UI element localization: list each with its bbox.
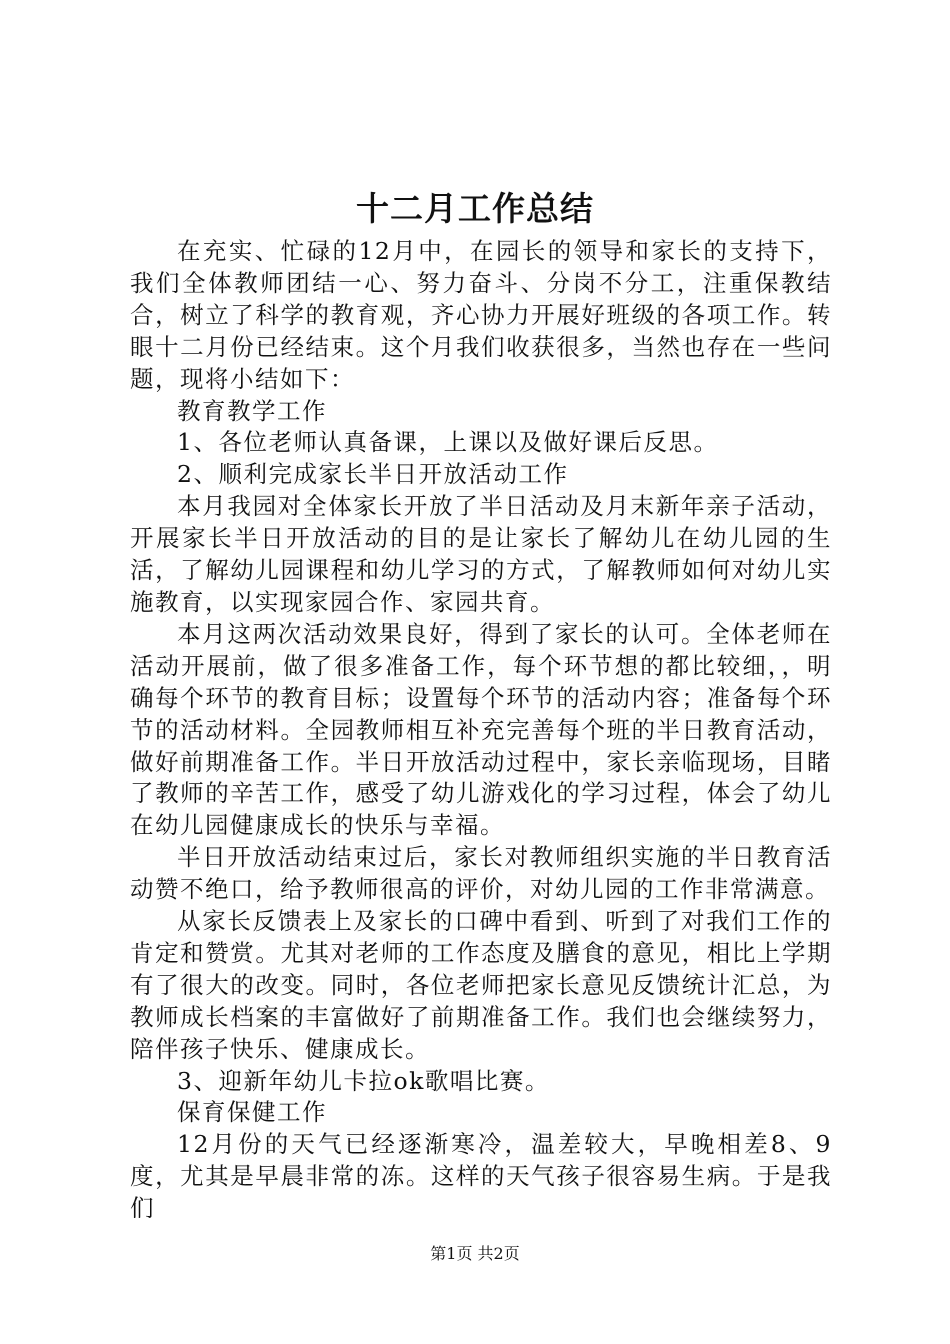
paragraph-activity-effect: 本月这两次活动效果良好，得到了家长的认可。全体老师在活动开展前，做了很多准备工作，每个环节想的都比较细，，明确每个环节的教育目标；设置每个环节的活动内容；准备每个环节的活动材料。全园教师相互补充完善每个班的半日教育活动，做好前期准备工作。半日开放活动过程中，家长亲临现场，目睹了教师的辛苦工作，感受了幼儿游戏化的学习过程，体会了幼儿在幼儿园健康成长的快乐与幸福。: [130, 619, 832, 840]
paragraph-intro: 在充实、忙碌的12月中，在园长的领导和家长的支持下，我们全体教师团结一心、努力奋斗、分岗不分工，注重保教结合，树立了科学的教育观，齐心协力开展好班级的各项工作。转眼十二月份已经结束。这个月我们收获很多，当然也存在一些问题，现将小结如下：: [130, 237, 832, 393]
page-footer: 第1页 共2页: [430, 1244, 520, 1263]
document-body: [130, 236, 832, 1225]
section-heading-education: 教育教学工作: [177, 396, 327, 425]
list-item-1: 1、各位老师认真备课，上课以及做好课后反思。: [177, 428, 719, 457]
paragraph-open-day: 本月我园对全体家长开放了半日活动及月末新年亲子活动，开展家长半日开放活动的目的是让家长了解幼儿在幼儿园的生活，了解幼儿园课程和幼儿学习的方式，了解教师如何对幼儿实施教育，以实现家园合作、家园共育。: [130, 492, 832, 616]
section-heading-health: 保育保健工作: [177, 1098, 327, 1127]
paragraph-parent-praise: 半日开放活动结束过后，家长对教师组织实施的半日教育活动赞不绝口，给予教师很高的评价，对幼儿园的工作非常满意。: [130, 843, 832, 904]
paragraph-weather: 12月份的天气已经逐渐寒冷，温差较大，早晚相差8、9度，尤其是早晨非常的冻。这样的天气孩子很容易生病。于是我们: [130, 1130, 832, 1223]
paragraph-feedback: 从家长反馈表上及家长的口碑中看到、听到了对我们工作的肯定和赞赏。尤其对老师的工作态度及膳食的意见，相比上学期有了很大的改变。同时，各位老师把家长意见反馈统计汇总，为教师成长档案的丰富做好了前期准备工作。我们也会继续努力，陪伴孩子快乐、健康成长。: [130, 907, 832, 1063]
document-title: 十二月工作总结: [356, 189, 594, 228]
list-item-3: 3、迎新年幼儿卡拉ok歌唱比赛。: [177, 1066, 550, 1095]
list-item-2: 2、顺利完成家长半日开放活动工作: [177, 460, 569, 489]
